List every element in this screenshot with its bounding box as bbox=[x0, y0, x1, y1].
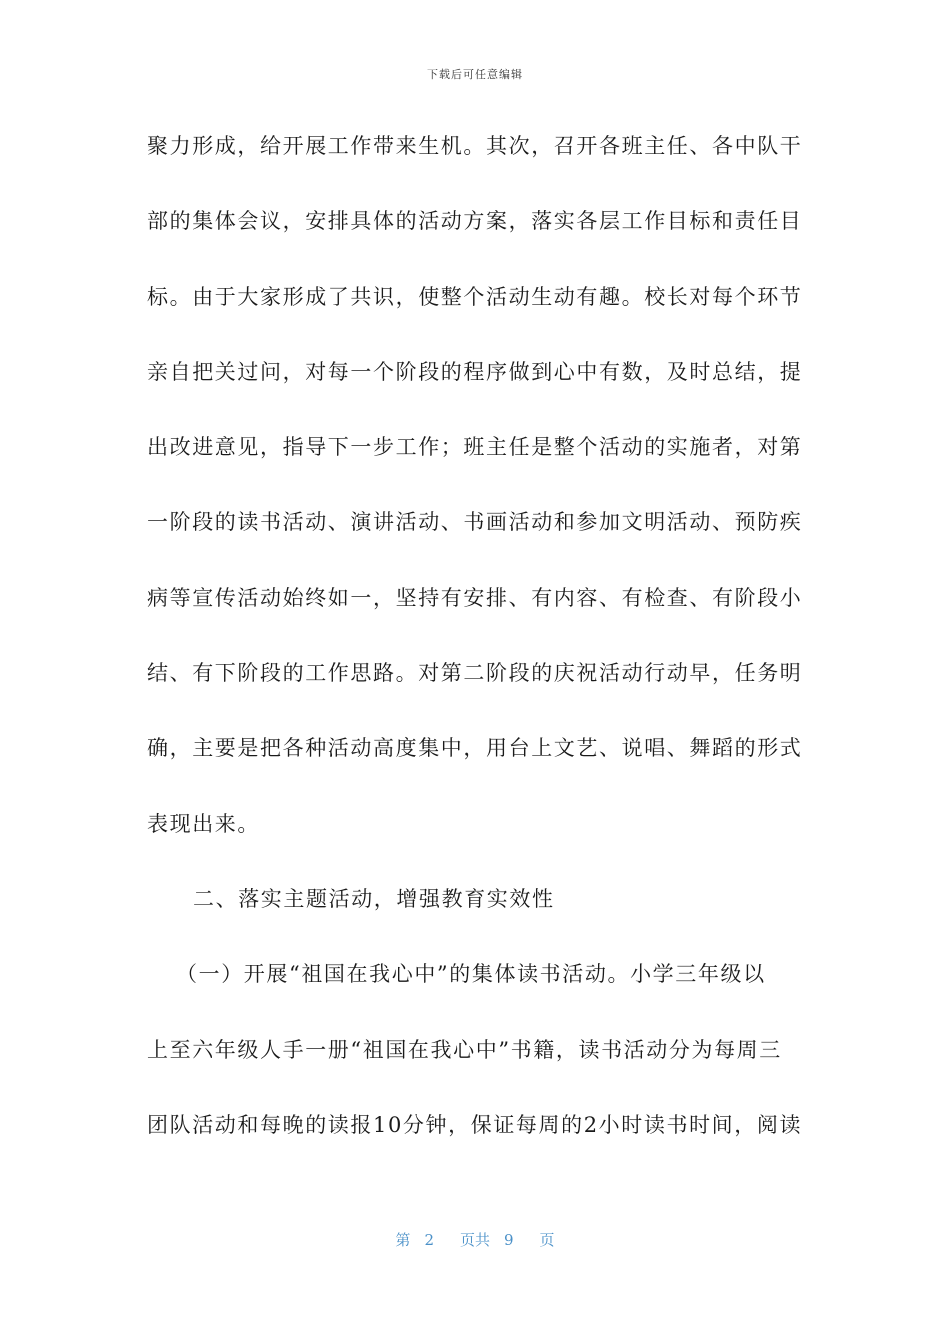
text-line: 结、有下阶段的工作思路。对第二阶段的庆祝活动行动早，任务明 bbox=[147, 661, 803, 686]
footer-total-pages: 9 bbox=[504, 1231, 514, 1249]
footer-page-middle: 页共 bbox=[459, 1231, 490, 1249]
subsection-paragraph-start: （一）开展“祖国在我心中”的集体读书活动。小学三年级以 bbox=[176, 962, 766, 987]
page-header-note: 下载后可任意编辑 bbox=[427, 68, 523, 81]
text-line: 亲自把关过问，对每一个阶段的程序做到心中有数，及时总结，提 bbox=[147, 359, 803, 384]
text-line: 一阶段的读书活动、演讲活动、书画活动和参加文明活动、预防疾 bbox=[147, 510, 803, 535]
text-line: 部的集体会议，安排具体的活动方案，落实各层工作目标和责任目 bbox=[147, 209, 803, 234]
text-line: 确，主要是把各种活动高度集中，用台上文艺、说唱、舞蹈的形式 bbox=[147, 736, 803, 761]
section-heading: 二、落实主题活动，增强教育实效性 bbox=[193, 886, 555, 911]
page-footer bbox=[0, 1229, 950, 1250]
text-line: 聚力形成，给开展工作带来生机。其次，召开各班主任、各中队干 bbox=[147, 134, 803, 158]
text-line: 病等宣传活动始终如一，坚持有安排、有内容、有检查、有阶段小 bbox=[147, 585, 803, 610]
footer-page-number: 2 bbox=[424, 1231, 434, 1249]
text-line: 标。由于大家形成了共识，使整个活动生动有趣。校长对每个环节 bbox=[147, 284, 803, 309]
document-body bbox=[147, 124, 807, 1178]
text-line: 团队活动和每晚的读报10分钟，保证每周的2小时读书时间，阅读 bbox=[147, 1112, 803, 1137]
footer-page-prefix: 第 bbox=[395, 1231, 411, 1249]
text-line: 上至六年级人手一册“祖国在我心中”书籍，读书活动分为每周三 bbox=[147, 1037, 782, 1062]
text-line: 表现出来。 bbox=[147, 811, 260, 836]
footer-page-suffix: 页 bbox=[539, 1231, 555, 1249]
text-line: 出改进意见，指导下一步工作；班主任是整个活动的实施者，对第 bbox=[147, 435, 803, 460]
